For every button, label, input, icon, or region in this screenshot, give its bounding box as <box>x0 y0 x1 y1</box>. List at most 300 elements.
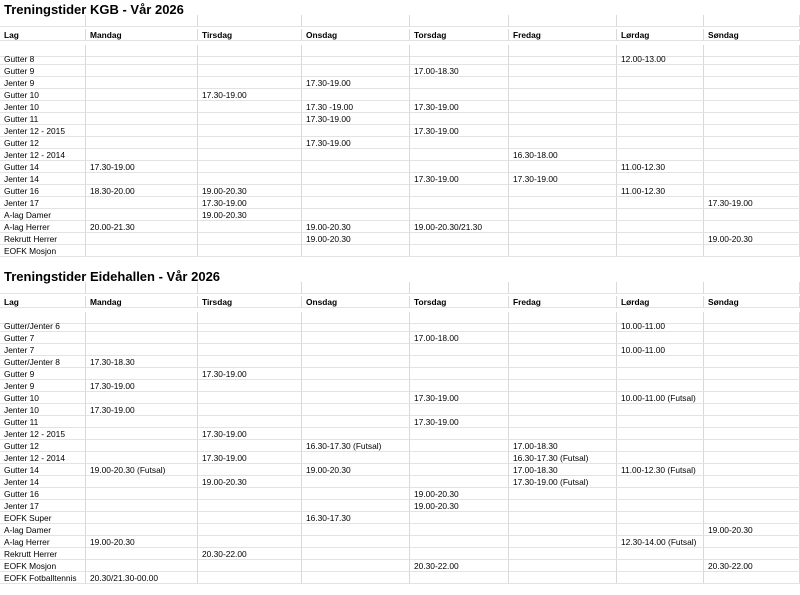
time-cell[interactable] <box>509 65 617 77</box>
time-cell[interactable]: 17.30-19.00 <box>198 428 302 440</box>
time-cell[interactable]: 17.30-19.00 <box>302 137 410 149</box>
time-cell[interactable] <box>198 245 302 257</box>
time-cell[interactable] <box>704 476 800 488</box>
time-cell[interactable] <box>617 560 704 572</box>
time-cell[interactable] <box>198 356 302 368</box>
time-cell[interactable] <box>86 416 198 428</box>
time-cell[interactable]: 16.30-17.30 (Futsal) <box>509 452 617 464</box>
time-cell[interactable]: 11.00-12.30 <box>617 161 704 173</box>
time-cell[interactable] <box>86 320 198 332</box>
time-cell[interactable] <box>617 77 704 89</box>
time-cell[interactable] <box>86 209 198 221</box>
time-cell[interactable] <box>704 512 800 524</box>
time-cell[interactable] <box>704 125 800 137</box>
time-cell[interactable] <box>617 404 704 416</box>
time-cell[interactable] <box>198 416 302 428</box>
time-cell[interactable] <box>86 548 198 560</box>
team-cell[interactable]: Gutter 12 <box>0 137 86 149</box>
time-cell[interactable] <box>86 53 198 65</box>
time-cell[interactable] <box>509 197 617 209</box>
time-cell[interactable] <box>410 233 509 245</box>
time-cell[interactable] <box>410 161 509 173</box>
time-cell[interactable] <box>410 536 509 548</box>
time-cell[interactable] <box>704 500 800 512</box>
column-header[interactable]: Lørdag <box>617 296 704 308</box>
time-cell[interactable] <box>704 245 800 257</box>
time-cell[interactable] <box>704 221 800 233</box>
time-cell[interactable] <box>86 512 198 524</box>
team-cell[interactable]: Gutter 8 <box>0 53 86 65</box>
time-cell[interactable] <box>302 428 410 440</box>
column-header[interactable]: Lørdag <box>617 29 704 41</box>
time-cell[interactable] <box>509 233 617 245</box>
time-cell[interactable] <box>410 380 509 392</box>
time-cell[interactable] <box>302 392 410 404</box>
time-cell[interactable]: 19.00-20.30 <box>302 464 410 476</box>
time-cell[interactable] <box>198 15 302 27</box>
time-cell[interactable]: 19.00-20.30 (Futsal) <box>86 464 198 476</box>
time-cell[interactable] <box>86 113 198 125</box>
time-cell[interactable] <box>704 161 800 173</box>
time-cell[interactable] <box>509 137 617 149</box>
time-cell[interactable] <box>509 185 617 197</box>
time-cell[interactable] <box>302 332 410 344</box>
time-cell[interactable] <box>509 536 617 548</box>
time-cell[interactable] <box>198 344 302 356</box>
time-cell[interactable] <box>86 282 198 294</box>
column-header[interactable]: Onsdag <box>302 296 410 308</box>
time-cell[interactable]: 17.30-19.00 <box>410 101 509 113</box>
team-cell[interactable]: A-lag Damer <box>0 209 86 221</box>
time-cell[interactable] <box>198 53 302 65</box>
time-cell[interactable] <box>302 209 410 221</box>
column-header[interactable]: Onsdag <box>302 29 410 41</box>
time-cell[interactable]: 20.30-22.00 <box>410 560 509 572</box>
team-cell[interactable]: A-lag Herrer <box>0 221 86 233</box>
time-cell[interactable] <box>198 149 302 161</box>
time-cell[interactable] <box>617 233 704 245</box>
time-cell[interactable] <box>410 245 509 257</box>
team-cell[interactable]: Gutter 16 <box>0 488 86 500</box>
time-cell[interactable] <box>198 161 302 173</box>
time-cell[interactable] <box>86 524 198 536</box>
time-cell[interactable]: 20.30/21.30-00.00 <box>86 572 198 584</box>
time-cell[interactable]: 17.30-19.00 <box>198 197 302 209</box>
time-cell[interactable] <box>704 113 800 125</box>
team-cell[interactable]: Gutter/Jenter 6 <box>0 320 86 332</box>
time-cell[interactable] <box>617 125 704 137</box>
time-cell[interactable] <box>302 89 410 101</box>
time-cell[interactable]: 17.30-19.00 <box>198 368 302 380</box>
time-cell[interactable] <box>302 15 410 27</box>
time-cell[interactable] <box>410 89 509 101</box>
time-cell[interactable] <box>86 101 198 113</box>
time-cell[interactable] <box>617 149 704 161</box>
team-cell[interactable]: Gutter 10 <box>0 89 86 101</box>
team-cell[interactable]: Jenter 7 <box>0 344 86 356</box>
time-cell[interactable] <box>704 149 800 161</box>
team-cell[interactable]: Jenter 10 <box>0 101 86 113</box>
time-cell[interactable] <box>86 77 198 89</box>
time-cell[interactable] <box>86 15 198 27</box>
time-cell[interactable]: 19.00-20.30 <box>410 488 509 500</box>
time-cell[interactable] <box>86 332 198 344</box>
time-cell[interactable]: 17.30-19.00 <box>509 173 617 185</box>
time-cell[interactable] <box>198 101 302 113</box>
time-cell[interactable] <box>617 524 704 536</box>
time-cell[interactable] <box>302 344 410 356</box>
time-cell[interactable] <box>410 197 509 209</box>
time-cell[interactable] <box>704 440 800 452</box>
time-cell[interactable]: 20.00-21.30 <box>86 221 198 233</box>
time-cell[interactable]: 17.00-18.30 <box>410 65 509 77</box>
time-cell[interactable]: 17.00-18.30 <box>509 464 617 476</box>
time-cell[interactable] <box>302 404 410 416</box>
time-cell[interactable] <box>617 15 704 27</box>
time-cell[interactable] <box>617 452 704 464</box>
time-cell[interactable] <box>86 173 198 185</box>
team-cell[interactable]: Jenter 14 <box>0 173 86 185</box>
time-cell[interactable] <box>509 77 617 89</box>
time-cell[interactable] <box>410 356 509 368</box>
time-cell[interactable]: 17.30-19.00 <box>86 380 198 392</box>
time-cell[interactable] <box>617 173 704 185</box>
team-cell[interactable]: Rekrutt Herrer <box>0 548 86 560</box>
time-cell[interactable] <box>704 137 800 149</box>
team-cell[interactable]: Gutter/Jenter 8 <box>0 356 86 368</box>
time-cell[interactable] <box>617 221 704 233</box>
column-header[interactable]: Tirsdag <box>198 29 302 41</box>
time-cell[interactable] <box>410 524 509 536</box>
time-cell[interactable] <box>302 65 410 77</box>
time-cell[interactable]: 19.00-20.30/21.30 <box>410 221 509 233</box>
time-cell[interactable] <box>617 428 704 440</box>
time-cell[interactable] <box>509 15 617 27</box>
time-cell[interactable] <box>509 125 617 137</box>
time-cell[interactable] <box>198 464 302 476</box>
team-cell[interactable]: Gutter 9 <box>0 65 86 77</box>
time-cell[interactable]: 19.00-20.30 <box>302 221 410 233</box>
time-cell[interactable] <box>302 416 410 428</box>
time-cell[interactable] <box>302 197 410 209</box>
time-cell[interactable] <box>86 245 198 257</box>
team-cell[interactable]: Gutter 9 <box>0 368 86 380</box>
time-cell[interactable] <box>509 221 617 233</box>
team-cell[interactable]: EOFK Super <box>0 512 86 524</box>
time-cell[interactable] <box>302 560 410 572</box>
time-cell[interactable] <box>86 428 198 440</box>
time-cell[interactable] <box>704 416 800 428</box>
time-cell[interactable]: 17.30-19.00 <box>86 161 198 173</box>
time-cell[interactable] <box>704 452 800 464</box>
time-cell[interactable] <box>410 77 509 89</box>
column-header[interactable]: Torsdag <box>410 29 509 41</box>
time-cell[interactable] <box>410 368 509 380</box>
time-cell[interactable] <box>509 488 617 500</box>
time-cell[interactable]: 20.30-22.00 <box>704 560 800 572</box>
column-header[interactable]: Fredag <box>509 29 617 41</box>
time-cell[interactable] <box>410 113 509 125</box>
time-cell[interactable] <box>509 344 617 356</box>
time-cell[interactable] <box>617 512 704 524</box>
time-cell[interactable] <box>302 524 410 536</box>
time-cell[interactable]: 10.00-11.00 <box>617 344 704 356</box>
time-cell[interactable]: 17.30-19.00 (Futsal) <box>509 476 617 488</box>
time-cell[interactable] <box>617 368 704 380</box>
time-cell[interactable]: 17.30-19.00 <box>198 89 302 101</box>
time-cell[interactable] <box>704 173 800 185</box>
time-cell[interactable] <box>509 282 617 294</box>
time-cell[interactable] <box>509 245 617 257</box>
time-cell[interactable] <box>198 380 302 392</box>
time-cell[interactable] <box>302 380 410 392</box>
time-cell[interactable] <box>198 572 302 584</box>
time-cell[interactable] <box>410 149 509 161</box>
time-cell[interactable] <box>617 282 704 294</box>
time-cell[interactable] <box>704 488 800 500</box>
time-cell[interactable] <box>410 53 509 65</box>
time-cell[interactable] <box>509 416 617 428</box>
time-cell[interactable] <box>509 89 617 101</box>
time-cell[interactable]: 19.00-20.30 <box>410 500 509 512</box>
time-cell[interactable] <box>704 404 800 416</box>
time-cell[interactable] <box>509 209 617 221</box>
time-cell[interactable]: 18.30-20.00 <box>86 185 198 197</box>
time-cell[interactable] <box>410 476 509 488</box>
time-cell[interactable]: 17.30-19.00 <box>302 113 410 125</box>
time-cell[interactable] <box>302 500 410 512</box>
time-cell[interactable] <box>704 572 800 584</box>
time-cell[interactable] <box>617 488 704 500</box>
time-cell[interactable]: 19.00-20.30 <box>86 536 198 548</box>
time-cell[interactable] <box>509 524 617 536</box>
team-cell[interactable]: Jenter 9 <box>0 77 86 89</box>
time-cell[interactable]: 19.00-20.30 <box>198 476 302 488</box>
time-cell[interactable] <box>509 53 617 65</box>
time-cell[interactable] <box>617 500 704 512</box>
column-header[interactable]: Søndag <box>704 29 800 41</box>
time-cell[interactable] <box>302 452 410 464</box>
time-cell[interactable] <box>198 282 302 294</box>
team-cell[interactable]: Jenter 17 <box>0 197 86 209</box>
time-cell[interactable] <box>302 536 410 548</box>
time-cell[interactable]: 16.30-17.30 (Futsal) <box>302 440 410 452</box>
time-cell[interactable] <box>410 440 509 452</box>
time-cell[interactable] <box>410 404 509 416</box>
team-cell[interactable]: A-lag Herrer <box>0 536 86 548</box>
time-cell[interactable] <box>198 137 302 149</box>
time-cell[interactable] <box>302 149 410 161</box>
time-cell[interactable] <box>704 464 800 476</box>
time-cell[interactable] <box>86 137 198 149</box>
time-cell[interactable] <box>198 440 302 452</box>
team-cell[interactable] <box>0 282 86 294</box>
time-cell[interactable] <box>410 548 509 560</box>
column-header[interactable]: Søndag <box>704 296 800 308</box>
time-cell[interactable]: 10.00-11.00 (Futsal) <box>617 392 704 404</box>
time-cell[interactable] <box>617 548 704 560</box>
time-cell[interactable] <box>704 344 800 356</box>
time-cell[interactable]: 10.00-11.00 <box>617 320 704 332</box>
time-cell[interactable] <box>86 368 198 380</box>
time-cell[interactable] <box>302 173 410 185</box>
time-cell[interactable] <box>86 149 198 161</box>
time-cell[interactable] <box>410 137 509 149</box>
time-cell[interactable] <box>704 368 800 380</box>
team-cell[interactable]: Gutter 11 <box>0 416 86 428</box>
time-cell[interactable]: 17.00-18.30 <box>509 440 617 452</box>
time-cell[interactable]: 20.30-22.00 <box>198 548 302 560</box>
time-cell[interactable] <box>198 77 302 89</box>
team-cell[interactable]: EOFK Mosjon <box>0 245 86 257</box>
team-cell[interactable]: Rekrutt Herrer <box>0 233 86 245</box>
team-cell[interactable]: EOFK Fotballtennis <box>0 572 86 584</box>
time-cell[interactable]: 19.00-20.30 <box>198 209 302 221</box>
time-cell[interactable] <box>86 488 198 500</box>
team-cell[interactable]: Gutter 10 <box>0 392 86 404</box>
time-cell[interactable] <box>704 282 800 294</box>
time-cell[interactable] <box>410 452 509 464</box>
time-cell[interactable] <box>509 404 617 416</box>
team-cell[interactable]: Jenter 12 - 2015 <box>0 125 86 137</box>
time-cell[interactable] <box>617 332 704 344</box>
time-cell[interactable] <box>509 332 617 344</box>
time-cell[interactable] <box>509 560 617 572</box>
time-cell[interactable]: 17.30 -19.00 <box>302 101 410 113</box>
time-cell[interactable]: 16.30-18.00 <box>509 149 617 161</box>
time-cell[interactable]: 17.30-19.00 <box>410 392 509 404</box>
time-cell[interactable]: 17.30-19.00 <box>410 125 509 137</box>
team-cell[interactable]: Jenter 12 - 2014 <box>0 149 86 161</box>
time-cell[interactable] <box>509 548 617 560</box>
time-cell[interactable] <box>704 209 800 221</box>
time-cell[interactable] <box>302 572 410 584</box>
time-cell[interactable] <box>198 536 302 548</box>
time-cell[interactable] <box>410 428 509 440</box>
time-cell[interactable]: 17.30-18.30 <box>86 356 198 368</box>
column-header[interactable]: Fredag <box>509 296 617 308</box>
time-cell[interactable]: 17.30-19.00 <box>410 416 509 428</box>
column-header[interactable]: Tirsdag <box>198 296 302 308</box>
time-cell[interactable] <box>509 356 617 368</box>
time-cell[interactable] <box>410 464 509 476</box>
time-cell[interactable]: 12.30-14.00 (Futsal) <box>617 536 704 548</box>
time-cell[interactable] <box>509 380 617 392</box>
time-cell[interactable] <box>198 221 302 233</box>
time-cell[interactable] <box>86 233 198 245</box>
time-cell[interactable] <box>509 101 617 113</box>
column-header[interactable]: Mandag <box>86 296 198 308</box>
time-cell[interactable]: 19.00-20.30 <box>704 524 800 536</box>
team-cell[interactable]: Gutter 7 <box>0 332 86 344</box>
time-cell[interactable] <box>302 245 410 257</box>
time-cell[interactable] <box>704 428 800 440</box>
time-cell[interactable] <box>198 113 302 125</box>
team-cell[interactable]: Gutter 14 <box>0 464 86 476</box>
time-cell[interactable] <box>704 65 800 77</box>
time-cell[interactable] <box>410 344 509 356</box>
time-cell[interactable] <box>86 89 198 101</box>
time-cell[interactable] <box>617 245 704 257</box>
time-cell[interactable] <box>704 356 800 368</box>
time-cell[interactable] <box>509 512 617 524</box>
time-cell[interactable] <box>86 344 198 356</box>
time-cell[interactable] <box>86 197 198 209</box>
time-cell[interactable] <box>198 524 302 536</box>
time-cell[interactable] <box>302 161 410 173</box>
time-cell[interactable] <box>198 233 302 245</box>
team-cell[interactable]: Gutter 16 <box>0 185 86 197</box>
time-cell[interactable] <box>704 380 800 392</box>
time-cell[interactable] <box>617 65 704 77</box>
time-cell[interactable]: 17.30-19.00 <box>704 197 800 209</box>
time-cell[interactable]: 19.00-20.30 <box>704 233 800 245</box>
time-cell[interactable] <box>302 125 410 137</box>
time-cell[interactable] <box>509 368 617 380</box>
time-cell[interactable] <box>302 185 410 197</box>
team-cell[interactable]: Jenter 14 <box>0 476 86 488</box>
time-cell[interactable] <box>86 440 198 452</box>
time-cell[interactable] <box>86 500 198 512</box>
time-cell[interactable] <box>198 320 302 332</box>
time-cell[interactable] <box>704 320 800 332</box>
time-cell[interactable] <box>617 440 704 452</box>
time-cell[interactable] <box>704 392 800 404</box>
time-cell[interactable] <box>86 65 198 77</box>
time-cell[interactable] <box>704 332 800 344</box>
time-cell[interactable] <box>86 392 198 404</box>
time-cell[interactable] <box>410 15 509 27</box>
team-cell[interactable]: A-lag Damer <box>0 524 86 536</box>
time-cell[interactable] <box>302 53 410 65</box>
time-cell[interactable] <box>704 185 800 197</box>
time-cell[interactable] <box>410 572 509 584</box>
time-cell[interactable] <box>704 536 800 548</box>
team-cell[interactable]: Jenter 12 - 2015 <box>0 428 86 440</box>
team-cell[interactable] <box>0 15 86 27</box>
time-cell[interactable] <box>617 416 704 428</box>
time-cell[interactable] <box>617 476 704 488</box>
team-cell[interactable]: Gutter 11 <box>0 113 86 125</box>
time-cell[interactable]: 17.30-19.00 <box>86 404 198 416</box>
time-cell[interactable] <box>617 101 704 113</box>
time-cell[interactable] <box>198 65 302 77</box>
column-header[interactable]: Lag <box>0 29 86 41</box>
team-cell[interactable]: Jenter 12 - 2014 <box>0 452 86 464</box>
time-cell[interactable] <box>302 548 410 560</box>
team-cell[interactable]: Jenter 9 <box>0 380 86 392</box>
time-cell[interactable]: 16.30-17.30 <box>302 512 410 524</box>
time-cell[interactable] <box>198 125 302 137</box>
time-cell[interactable] <box>198 404 302 416</box>
time-cell[interactable] <box>704 15 800 27</box>
time-cell[interactable] <box>704 548 800 560</box>
time-cell[interactable] <box>198 173 302 185</box>
time-cell[interactable] <box>302 320 410 332</box>
time-cell[interactable] <box>617 113 704 125</box>
time-cell[interactable] <box>86 452 198 464</box>
time-cell[interactable]: 19.00-20.30 <box>198 185 302 197</box>
time-cell[interactable] <box>509 161 617 173</box>
time-cell[interactable] <box>617 197 704 209</box>
team-cell[interactable]: Gutter 14 <box>0 161 86 173</box>
column-header[interactable]: Torsdag <box>410 296 509 308</box>
time-cell[interactable] <box>410 320 509 332</box>
time-cell[interactable] <box>704 89 800 101</box>
time-cell[interactable] <box>509 428 617 440</box>
time-cell[interactable]: 17.30-19.00 <box>410 173 509 185</box>
time-cell[interactable] <box>198 560 302 572</box>
